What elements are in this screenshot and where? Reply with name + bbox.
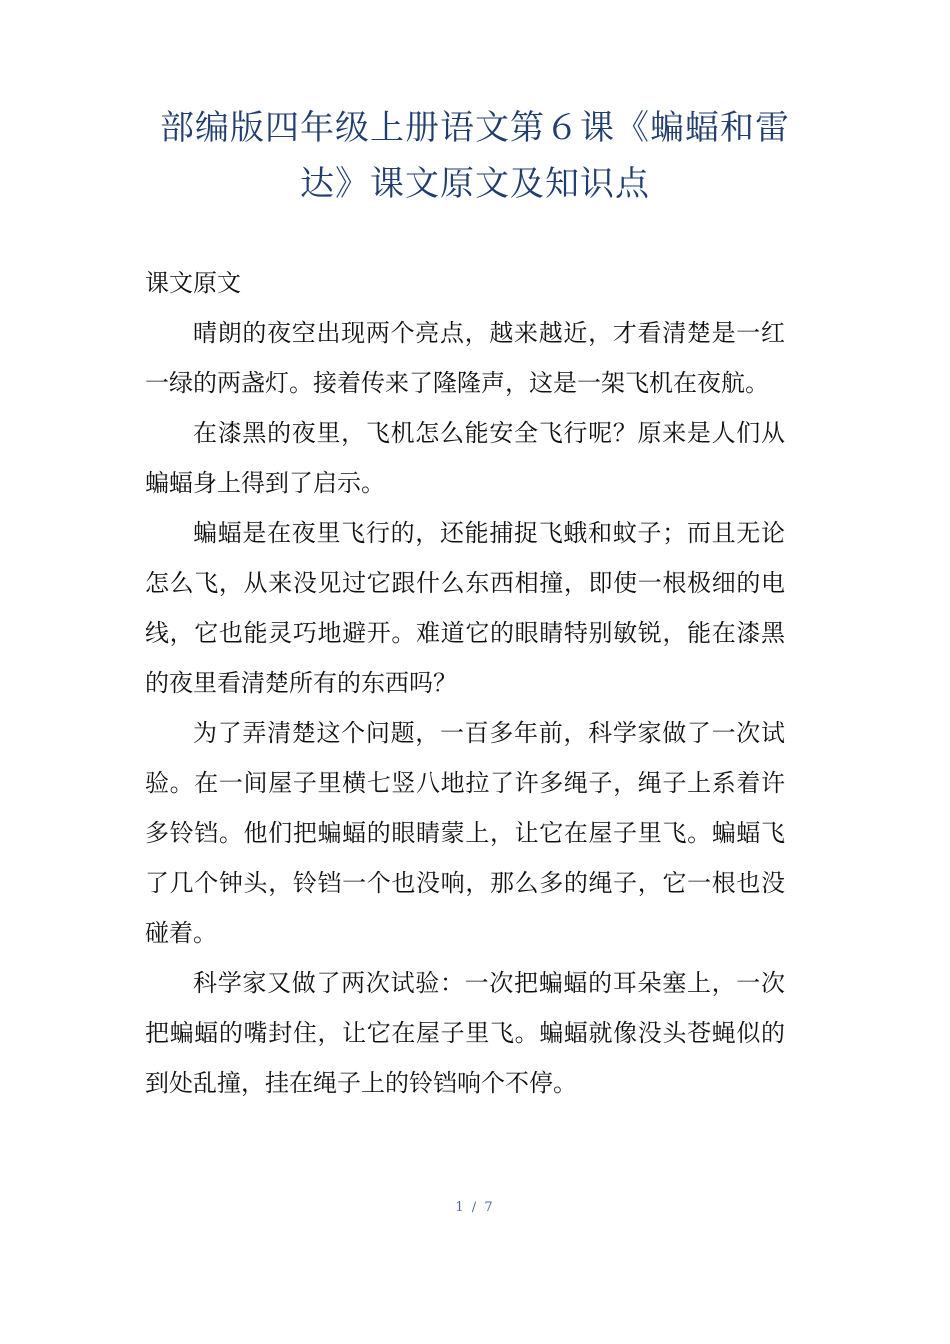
paragraph-4: 为了弄清楚这个问题，一百多年前，科学家做了一次试验。在一间屋子里横七竖八地拉了许多绳子，绳子上系着许多铃铛。他们把蝙蝠的眼睛蒙上，让它在屋子里飞。蝙蝠飞了几个钟头，铃铛一个也没响，那么多的绳子，它一根也没碰着。: [145, 719, 785, 947]
paragraph-3: 蝙蝠是在夜里飞行的，还能捕捉飞蛾和蚊子；而且无论怎么飞，从来没见过它跟什么东西相撞，即使一根极细的电线，它也能灵巧地避开。难道它的眼睛特别敏锐，能在漆黑的夜里看清楚所有的东西吗？: [145, 519, 785, 697]
paragraph-1: 晴朗的夜空出现两个亮点，越来越近，才看清楚是一红一绿的两盏灯。接着传来了隆隆声，这是一架飞机在夜航。: [145, 319, 785, 397]
paragraph-2: 在漆黑的夜里，飞机怎么能安全飞行呢？原来是人们从蝙蝠身上得到了启示。: [145, 419, 785, 497]
section-heading: 课文原文: [145, 269, 241, 297]
page-indicator: 1 / 7: [455, 1200, 495, 1215]
document-title: 部编版四年级上册语文第６课《蝙蝠和雷达》课文原文及知识点: [160, 108, 790, 204]
document-body: [145, 258, 785, 1108]
paragraph-5: 科学家又做了两次试验：一次把蝙蝠的耳朵塞上，一次把蝙蝠的嘴封住，让它在屋子里飞。蝙蝠就像没头苍蝇似的到处乱撞，挂在绳子上的铃铛响个不停。: [145, 969, 785, 1097]
